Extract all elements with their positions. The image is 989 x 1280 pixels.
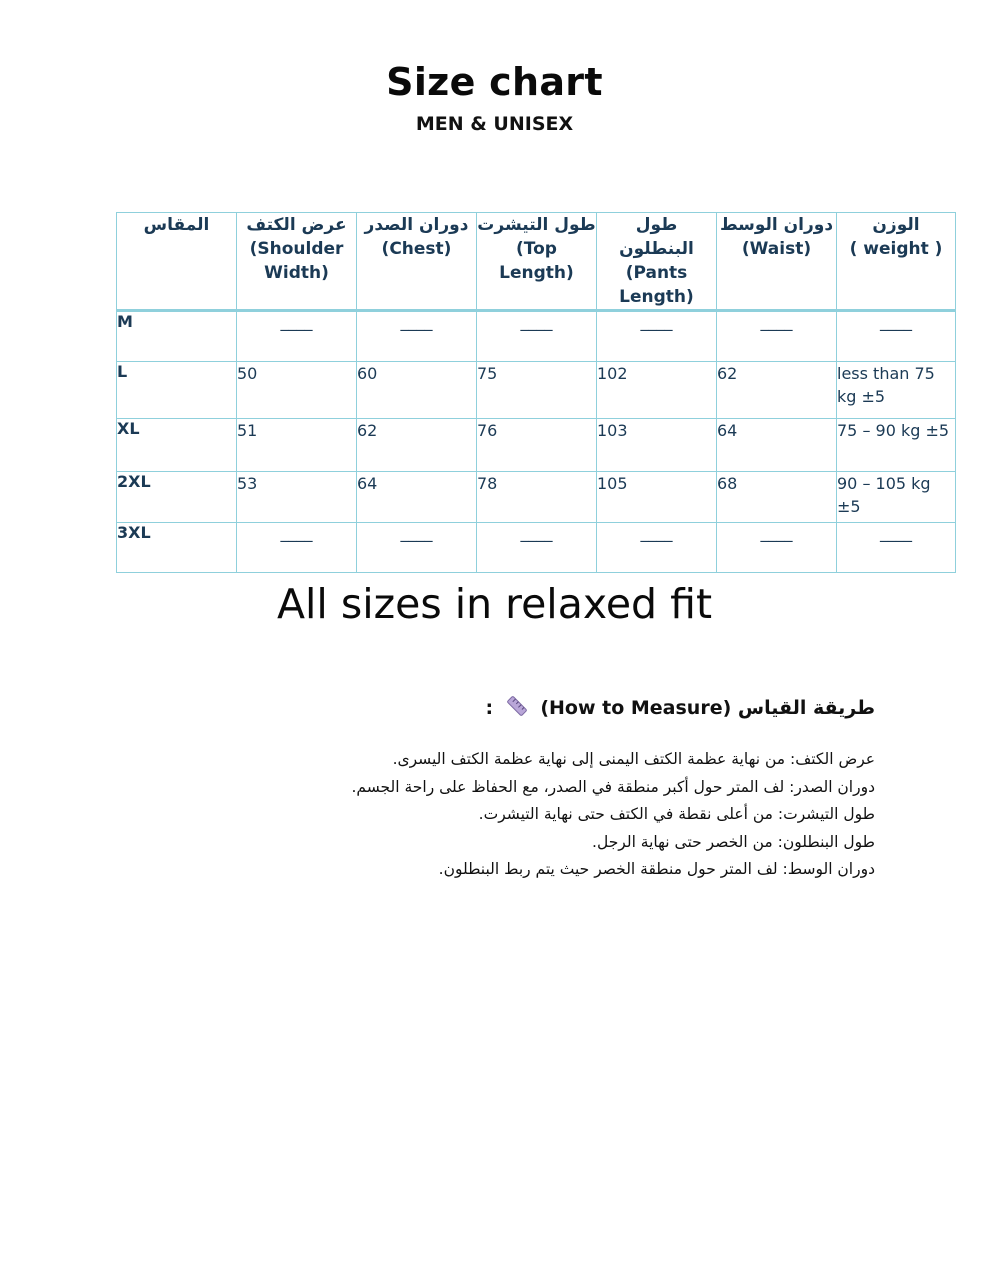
top-length-value: 76 <box>477 419 597 472</box>
waist-value: 62 <box>717 362 837 419</box>
top-length-value: 75 <box>477 362 597 419</box>
how-to-measure-heading <box>485 695 875 722</box>
table-row <box>117 523 956 573</box>
relaxed-fit-note: All sizes in relaxed fit <box>276 580 713 628</box>
table-row <box>117 419 956 472</box>
measure-instruction: طول البنطلون: من الخصر حتى نهاية الرجل. <box>592 833 875 851</box>
shoulder-value: 53 <box>237 472 357 523</box>
column-header-en: ( weight ) <box>849 239 943 259</box>
measure-instruction: طول التيشرت: من أعلى نقطة في الكتف حتى نهاية التيشرت. <box>478 805 875 823</box>
column-header-shoulder <box>237 213 357 311</box>
pants-length-value: ____ <box>597 523 717 573</box>
pants-length-value: ____ <box>597 311 717 362</box>
chest-value: 64 <box>357 472 477 523</box>
pants-length-value: 102 <box>597 362 717 419</box>
size-label: XL <box>117 419 237 472</box>
weight-value: 90 – 105 kg ±5 <box>837 472 956 523</box>
top-length-value: 78 <box>477 472 597 523</box>
measure-instruction: دوران الوسط: لف المتر حول منطقة الخصر حيث يتم ربط البنطلون. <box>438 860 875 878</box>
shoulder-value: ____ <box>237 523 357 573</box>
table-row <box>117 311 956 362</box>
size-label: M <box>117 311 237 362</box>
column-header-weight <box>837 213 956 311</box>
column-header-en: (Shoulder Width) <box>249 239 344 283</box>
waist-value: ____ <box>717 523 837 573</box>
column-header-waist <box>717 213 837 311</box>
column-header-ar: دوران الوسط <box>719 215 834 235</box>
pants-length-value: 105 <box>597 472 717 523</box>
table-row <box>117 472 956 523</box>
size-label: 2XL <box>117 472 237 523</box>
column-header-chest <box>357 213 477 311</box>
chest-value: ____ <box>357 523 477 573</box>
column-header-ar: الوزن <box>872 215 920 235</box>
shoulder-value: 51 <box>237 419 357 472</box>
shoulder-value: 50 <box>237 362 357 419</box>
column-header-en: (Top Length) <box>499 239 574 283</box>
measure-instruction: دوران الصدر: لف المتر حول أكبر منطقة في الصدر، مع الحفاظ على راحة الجسم. <box>351 778 875 796</box>
top-length-value: ____ <box>477 523 597 573</box>
column-header-pants-length <box>597 213 717 311</box>
column-header-top-length <box>477 213 597 311</box>
how-to-measure-heading-en: (How to Measure) <box>540 697 732 719</box>
size-chart-table <box>116 212 956 573</box>
weight-value: ____ <box>837 311 956 362</box>
waist-value: 68 <box>717 472 837 523</box>
column-header-ar: دوران الصدر <box>364 215 469 235</box>
shoulder-value: ____ <box>237 311 357 362</box>
ruler-icon <box>506 695 528 722</box>
weight-value: 75 – 90 kg ±5 <box>837 419 956 472</box>
chest-value: 62 <box>357 419 477 472</box>
column-header-en: (Pants Length) <box>619 263 694 307</box>
table-header-row <box>117 213 956 311</box>
column-header-ar: طول البنطلون <box>619 215 694 259</box>
how-to-measure-colon: : <box>485 697 494 719</box>
page-title: Size chart <box>386 60 603 104</box>
column-header-en: (Waist) <box>741 239 812 259</box>
page-subtitle: MEN & UNISEX <box>415 113 574 135</box>
size-label: 3XL <box>117 523 237 573</box>
waist-value: 64 <box>717 419 837 472</box>
measure-instruction: عرض الكتف: من نهاية عظمة الكتف اليمنى إلى نهاية عظمة الكتف اليسرى. <box>392 750 875 768</box>
how-to-measure-heading-ar: طريقة القياس <box>737 697 875 719</box>
chest-value: ____ <box>357 311 477 362</box>
chest-value: 60 <box>357 362 477 419</box>
size-label: L <box>117 362 237 419</box>
column-header-ar: المقاس <box>143 215 210 235</box>
weight-value: ____ <box>837 523 956 573</box>
column-header-ar: طول التيشرت <box>477 215 596 235</box>
column-header-ar: عرض الكتف <box>246 215 347 235</box>
top-length-value: ____ <box>477 311 597 362</box>
column-header-en: (Chest) <box>381 239 452 259</box>
waist-value: ____ <box>717 311 837 362</box>
table-row <box>117 362 956 419</box>
weight-value: less than 75 kg ±5 <box>837 362 956 419</box>
pants-length-value: 103 <box>597 419 717 472</box>
column-header-size <box>117 213 237 311</box>
